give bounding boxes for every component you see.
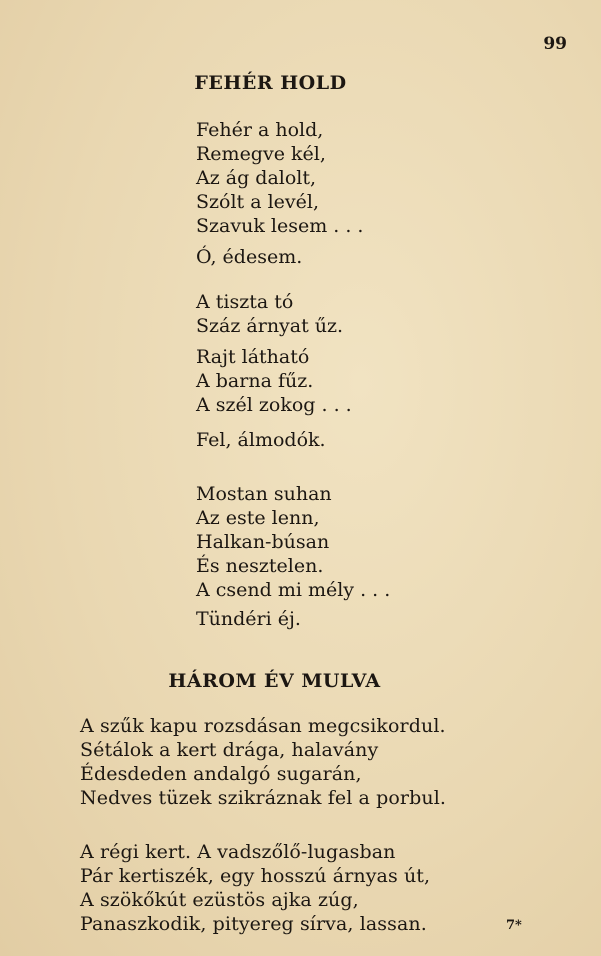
verse-line: A szél zokog . . . bbox=[196, 394, 352, 416]
verse-line: Fel, álmodók. bbox=[196, 429, 326, 451]
verse-line: Száz árnyat űz. bbox=[196, 315, 344, 337]
verse-line: Az este lenn, bbox=[196, 507, 320, 529]
stanza bbox=[80, 840, 430, 936]
poem-title-feher-hold: FEHÉR HOLD bbox=[194, 72, 347, 94]
verse-line: Tündéri éj. bbox=[196, 608, 301, 630]
page-number: 99 bbox=[543, 34, 567, 54]
verse-line: Ó, édesem. bbox=[196, 246, 303, 268]
stanza bbox=[196, 607, 301, 631]
verse-line: Édesdeden andalgó sugarán, bbox=[80, 763, 362, 785]
verse-line: Pár kertiszék, egy hosszú árnyas út, bbox=[80, 865, 431, 887]
verse-line: A szűk kapu rozsdásan megcsikordul. bbox=[80, 715, 446, 737]
verse-line: A barna fűz. bbox=[196, 370, 314, 392]
poem-title-harom-ev-mulva: HÁROM ÉV MULVA bbox=[168, 670, 381, 692]
stanza bbox=[196, 290, 343, 338]
verse-line: Szavuk lesem . . . bbox=[196, 215, 364, 237]
stanza bbox=[196, 482, 390, 602]
verse-line: Rajt látható bbox=[196, 346, 310, 368]
stanza bbox=[196, 245, 302, 269]
verse-line: Halkan-búsan bbox=[196, 531, 330, 553]
verse-line: A régi kert. A vadszőlő-lugasban bbox=[80, 841, 396, 863]
verse-line: A tiszta tó bbox=[196, 291, 294, 313]
verse-line: Az ág dalolt, bbox=[196, 167, 317, 189]
verse-line: Panaszkodik, pityereg sírva, lassan. bbox=[80, 913, 427, 935]
stanza bbox=[196, 118, 363, 238]
verse-line: Mostan suhan bbox=[196, 483, 332, 505]
verse-line: Fehér a hold, bbox=[196, 119, 324, 141]
stanza bbox=[196, 428, 326, 452]
verse-line: Szólt a levél, bbox=[196, 191, 319, 213]
verse-line: És nesztelen. bbox=[196, 555, 324, 577]
stanza bbox=[196, 345, 352, 417]
verse-line: A csend mi mély . . . bbox=[196, 579, 391, 601]
verse-line: Sétálok a kert drága, halavány bbox=[80, 739, 379, 761]
printer-signature-mark: 7* bbox=[506, 918, 522, 933]
verse-line: Remegve kél, bbox=[196, 143, 326, 165]
verse-line: A szökőkút ezüstös ajka zúg, bbox=[80, 889, 359, 911]
stanza bbox=[80, 714, 446, 810]
verse-line: Nedves tüzek szikráznak fel a porbul. bbox=[80, 787, 447, 809]
